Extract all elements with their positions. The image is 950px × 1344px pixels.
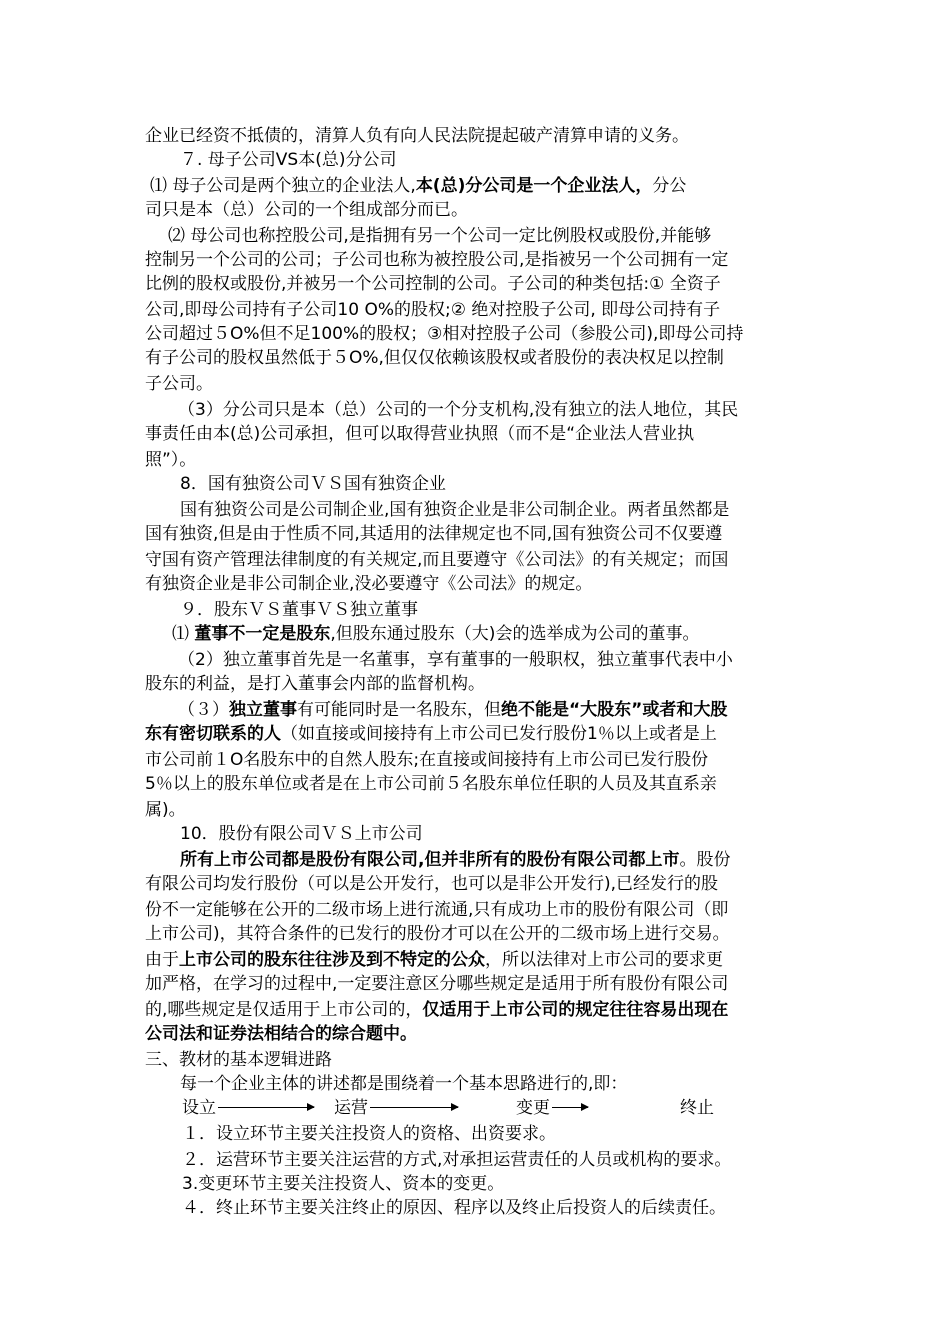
text-line: 上市公司)，其符合条件的已发行的股份才可以在公开的二级市场上进行交易。 [145, 924, 730, 944]
text-line: 事责任由本(总)公司承担，但可以取得营业执照（而不是“企业法人营业执 [145, 424, 695, 444]
text-line: 司只是本（总）公司的一个组成部分而已。 [145, 200, 468, 220]
text-line: 公司,即母公司持有子公司10 O%的股权;② 绝对控股子公司, 即母公司持有子 [145, 300, 721, 320]
text-line: 有子公司的股权虽然低于５O%,但仅仅依赖该股权或者股份的表决权足以控制 [145, 348, 724, 368]
text-line: 子公司。 [145, 374, 213, 394]
text-line: 由于上市公司的股东往往涉及到不特定的公众，所以法律对上市公司的要求更 [145, 950, 723, 970]
text-line: 守国有资产管理法律制度的有关规定,而且要遵守《公司法》的有关规定；而国 [145, 550, 729, 570]
text-line: 的,哪些规定是仅适用于上市公司的，仅适用于上市公司的规定往往容易出现在 [145, 1000, 729, 1020]
text-line: 股东的利益，是打入董事会内部的监督机构。 [145, 674, 485, 694]
text-line: 公司超过５O%但不足100%的股权；③相对控股子公司（参股公司),即母公司持 [145, 324, 744, 344]
text-line: 东有密切联系的人（如直接或间接持有上市公司已发行股份1％以上或者是上 [145, 724, 717, 744]
flow-arrow [552, 1107, 588, 1108]
text-line: ４．终止环节主要关注终止的原因、程序以及终止后投资人的后续责任。 [182, 1198, 726, 1218]
section-heading: 8．国有独资公司ＶＳ国有独资企业 [180, 474, 446, 494]
text-line: 3.变更环节主要关注投资人、资本的变更。 [182, 1174, 505, 1194]
flow-arrow [370, 1107, 458, 1108]
text-line: 所有上市公司都是股份有限公司,但并非所有的股份有限公司都上市。股份 [180, 850, 731, 870]
text-line: 属)。 [145, 800, 186, 820]
text-line: ⑴ 董事不一定是股东,但股东通过股东（大)会的选举成为公司的董事。 [172, 624, 700, 644]
text-line: 公司法和证券法相结合的综合题中。 [145, 1024, 417, 1044]
flow-step-termination: 终止 [680, 1098, 714, 1118]
text-line: 市公司前１O名股东中的自然人股东;在直接或间接持有上市公司已发行股份 [145, 750, 709, 770]
flow-step-setup: 设立 [182, 1098, 216, 1118]
text-line: 控制另一个公司的公司；子公司也称为被控股公司,是指被另一个公司拥有一定 [145, 250, 729, 270]
section-heading: 三、教材的基本逻辑进路 [145, 1050, 332, 1070]
text-line: 份不一定能够在公开的二级市场上进行流通,只有成功上市的股份有限公司（即 [145, 900, 729, 920]
text-line: 照”）。 [145, 450, 197, 470]
text-line: （３）独立董事有可能同时是一名股东，但绝不能是“大股东”或者和大股 [178, 700, 728, 720]
section-heading: ９．股东ＶＳ董事ＶＳ独立董事 [180, 600, 418, 620]
text-line: 有限公司均发行股份（可以是公开发行，也可以是非公开发行),已经发行的股 [145, 874, 719, 894]
section-heading: 10．股份有限公司ＶＳ上市公司 [180, 824, 423, 844]
text-line: １．设立环节主要关注投资人的资格、出资要求。 [182, 1124, 556, 1144]
text-line: 加严格，在学习的过程中,一定要注意区分哪些规定是适用于所有股份有限公司 [145, 974, 729, 994]
text-line: 每一个企业主体的讲述都是围绕着一个基本思路进行的,即： [180, 1074, 628, 1094]
text-line: 企业已经资不抵债的，清算人负有向人民法院提起破产清算申请的义务。 [145, 126, 689, 146]
text-line: ⑵ 母公司也称控股公司,是指拥有另一个公司一定比例股权或股份,并能够 [168, 226, 712, 246]
text-line: （2）独立董事首先是一名董事，享有董事的一般职权，独立董事代表中小 [178, 650, 733, 670]
flow-arrow [218, 1107, 314, 1108]
section-heading: ７. 母子公司VS本(总)分公司 [180, 150, 397, 170]
text-line: 国有独资公司是公司制企业,国有独资企业是非公司制企业。两者虽然都是 [180, 500, 730, 520]
flow-step-operation: 运营 [334, 1098, 368, 1118]
text-line: ⑴ 母子公司是两个独立的企业法人,本(总)分公司是一个企业法人，分公 [150, 176, 687, 196]
text-line: （3）分公司只是本（总）公司的一个分支机构,没有独立的法人地位，其民 [178, 400, 739, 420]
text-line: 比例的股权或股份,并被另一个公司控制的公司。子公司的种类包括:① 全资子 [145, 274, 721, 294]
text-line: ２．运营环节主要关注运营的方式,对承担运营责任的人员或机构的要求。 [182, 1150, 732, 1170]
text-line: 5％以上的股东单位或者是在上市公司前５名股东单位任职的人员及其直系亲 [145, 774, 717, 794]
text-line: 国有独资,但是由于性质不同,其适用的法律规定也不同,国有独资公司不仅要遵 [145, 524, 723, 544]
text-line: 有独资企业是非公司制企业,没必要遵守《公司法》的规定。 [145, 574, 593, 594]
flow-step-change: 变更 [516, 1098, 550, 1118]
